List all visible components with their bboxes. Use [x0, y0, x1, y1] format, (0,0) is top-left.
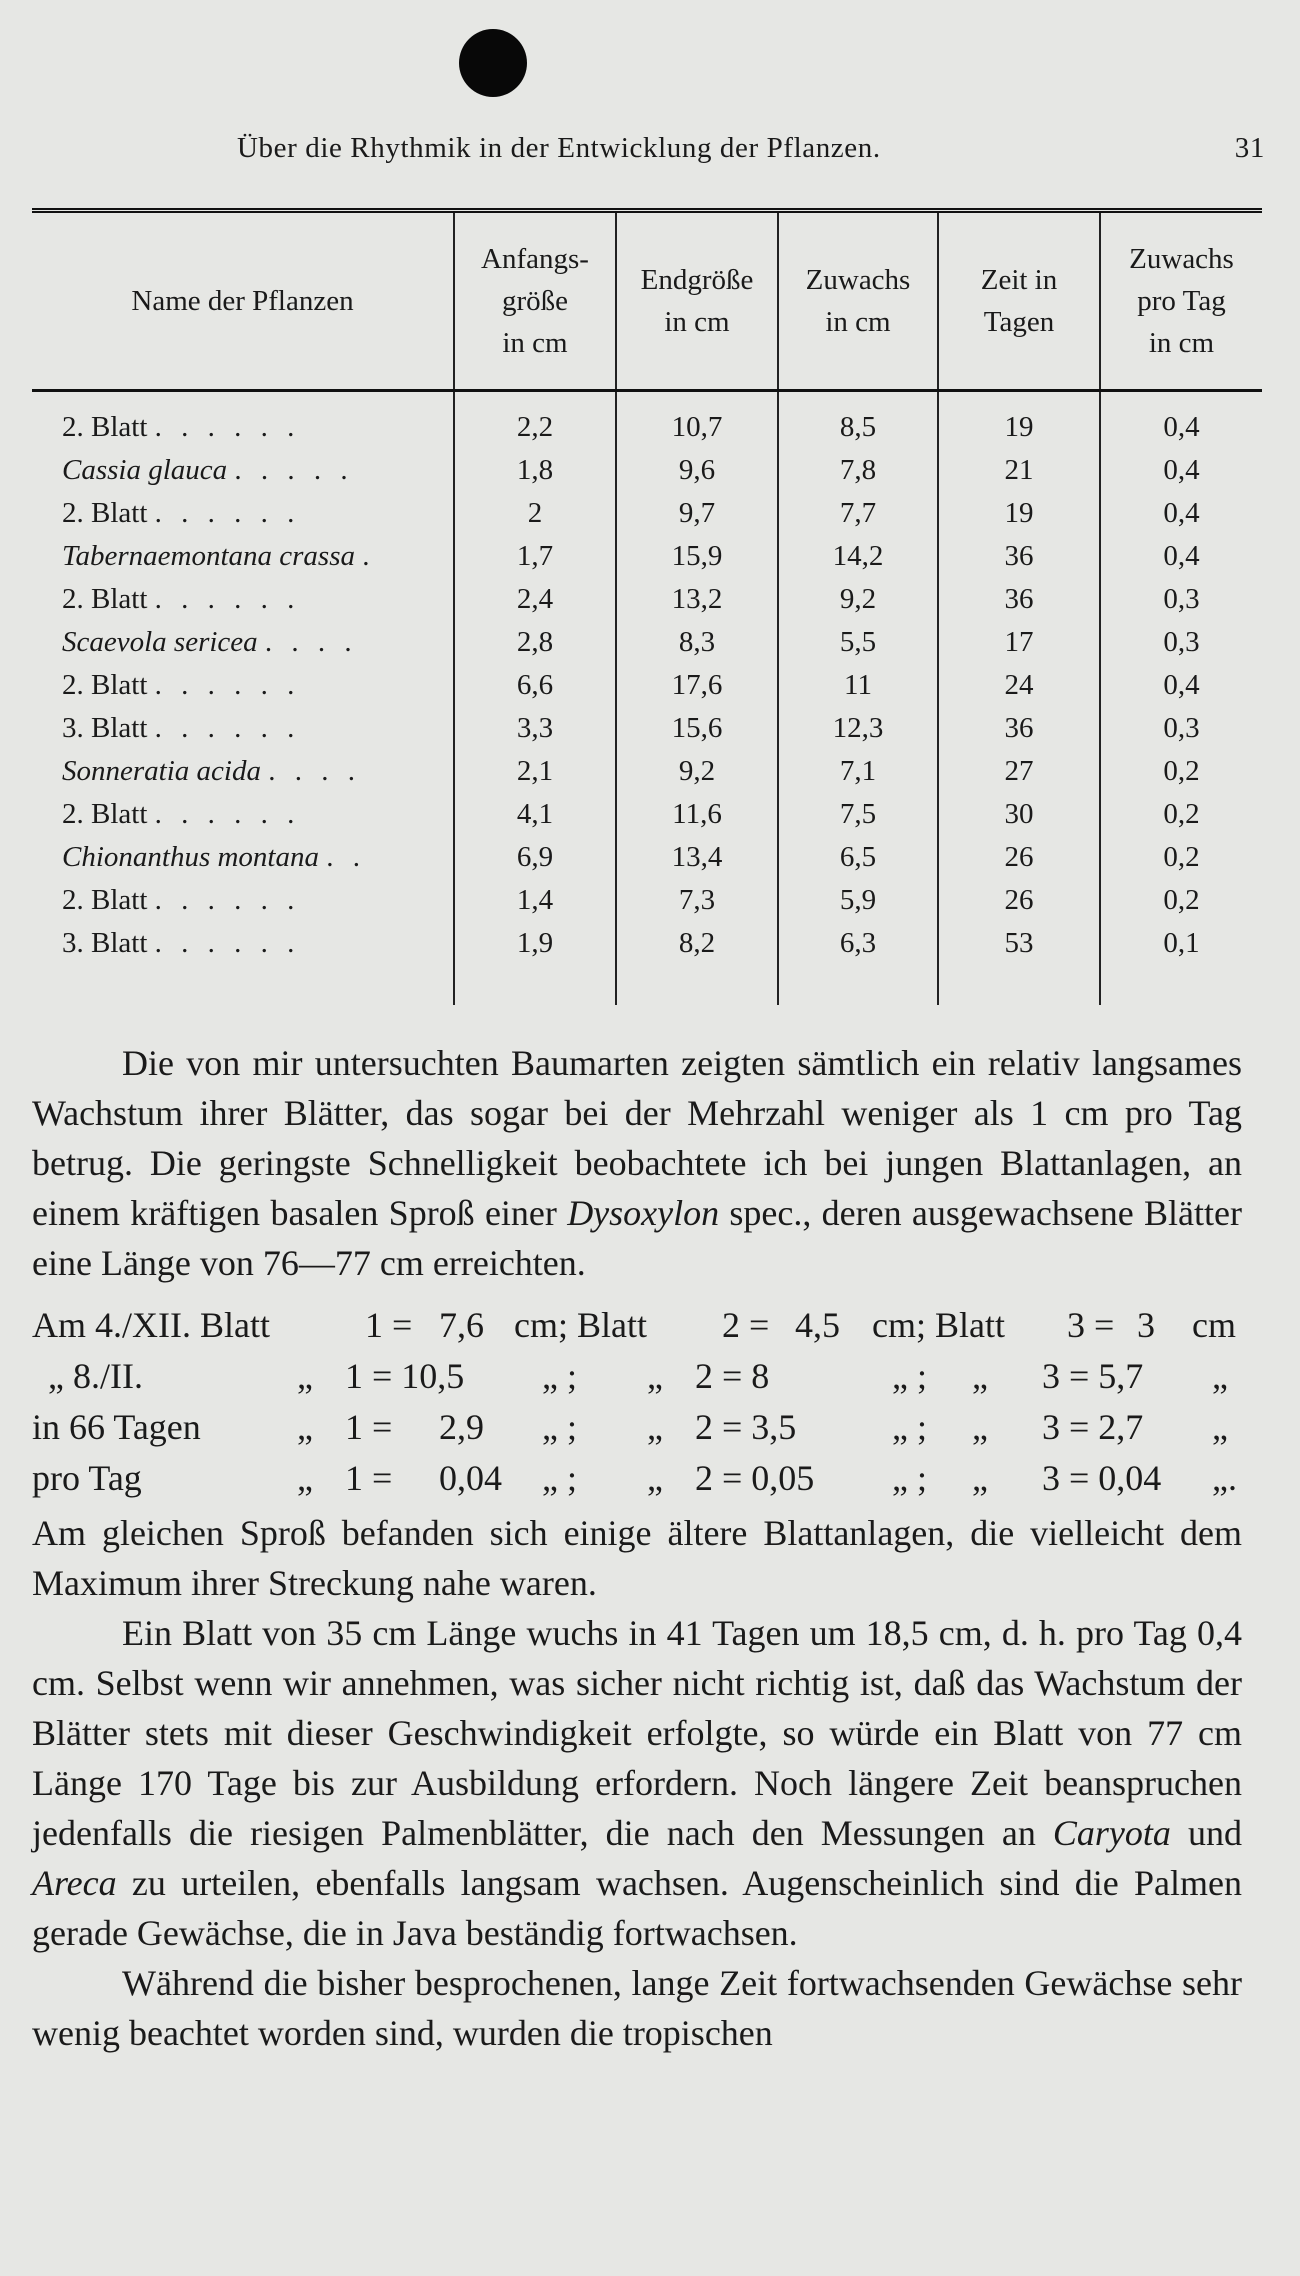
cell-growth: 5,5 — [778, 621, 938, 664]
dot-leader: . . . . — [268, 755, 361, 787]
cell-end: 13,2 — [616, 578, 778, 621]
dot-leader: . . . . . . — [154, 884, 301, 916]
cell-days: 26 — [938, 879, 1100, 922]
table-row — [32, 492, 1262, 535]
plant-name-cell — [32, 621, 454, 664]
cell-growth: 7,5 — [778, 793, 938, 836]
running-title: Über die Rhythmik in der Entwicklung der Pflanzen. — [237, 132, 881, 164]
cell-per-day: 0,4 — [1100, 664, 1262, 707]
cell-start: 1,8 — [454, 449, 616, 492]
header-days: Zeit in Tagen — [938, 211, 1100, 391]
plant-name: 2. Blatt — [62, 884, 148, 916]
species-name: Dysoxylon — [567, 1193, 720, 1233]
plant-name: 2. Blatt — [62, 411, 148, 443]
cell-growth: 7,8 — [778, 449, 938, 492]
paragraph: Während die bisher besprochenen, lange Zeit fortwachsenden Gewächse sehr wenig beachtet worden sind, wurden die tropischen — [32, 1963, 1242, 2053]
cell-days: 17 — [938, 621, 1100, 664]
plant-name-cell — [32, 492, 454, 535]
cell-start: 6,9 — [454, 836, 616, 879]
plant-name: 3. Blatt — [62, 927, 148, 959]
header-growth-per-day: Zuwachs pro Tag in cm — [1100, 211, 1262, 391]
cell-end: 17,6 — [616, 664, 778, 707]
header-start-size: Anfangs- größe in cm — [454, 211, 616, 391]
cell-end: 15,6 — [616, 707, 778, 750]
cell-start: 2,1 — [454, 750, 616, 793]
plant-name: 2. Blatt — [62, 583, 148, 615]
plant-name: Tabernaemontana crassa — [62, 540, 355, 572]
dot-leader: . . . . . . — [154, 669, 301, 701]
plant-name-cell — [32, 879, 454, 922]
table-row — [32, 578, 1262, 621]
cell-days: 21 — [938, 449, 1100, 492]
cell-start: 3,3 — [454, 707, 616, 750]
table-row — [32, 449, 1262, 492]
table-row — [32, 535, 1262, 578]
cell-per-day: 0,3 — [1100, 621, 1262, 664]
punch-hole — [459, 29, 527, 97]
plant-name-cell — [32, 793, 454, 836]
cell-per-day: 0,1 — [1100, 922, 1262, 965]
dot-leader: . . . . . — [234, 454, 354, 486]
cell-end: 9,2 — [616, 750, 778, 793]
dot-leader: . . . . — [264, 626, 358, 658]
cell-growth: 7,1 — [778, 750, 938, 793]
running-head — [32, 132, 1265, 172]
page-number: 31 — [1234, 132, 1265, 164]
measurement-row: Am 4./XII. Blatt 1 = 7,6 cm; Blatt 2 = 4,5 cm; Blatt 3 = 3 cm — [32, 1305, 1236, 1345]
plant-name: Cassia glauca — [62, 454, 228, 486]
cell-days: 36 — [938, 707, 1100, 750]
genus-name: Areca — [32, 1863, 117, 1903]
header-end-size: Endgröße in cm — [616, 211, 778, 391]
dot-leader: . . . . . . — [154, 583, 301, 615]
cell-end: 11,6 — [616, 793, 778, 836]
cell-per-day: 0,3 — [1100, 578, 1262, 621]
cell-growth: 14,2 — [778, 535, 938, 578]
cell-growth: 6,5 — [778, 836, 938, 879]
measurement-row: in 66 Tagen „ 1 = 2,9 „ ; „ 2 = 3,5 „ ; „ 3 = 2,7 „ — [32, 1407, 1228, 1447]
table-row — [32, 621, 1262, 664]
cell-start: 2,4 — [454, 578, 616, 621]
dot-leader: . . . . . . — [154, 497, 301, 529]
cell-days: 53 — [938, 922, 1100, 965]
genus-name: Caryota — [1052, 1813, 1171, 1853]
filler-cell — [1100, 965, 1262, 1005]
measurement-row: „ 8./II. „ 1 = 10,5 „ ; „ 2 = 8 „ ; „ 3 = 5,7 „ — [48, 1356, 1228, 1396]
plant-name-cell — [32, 836, 454, 879]
cell-per-day: 0,2 — [1100, 836, 1262, 879]
cell-start: 2,8 — [454, 621, 616, 664]
plant-name: 2. Blatt — [62, 798, 148, 830]
header-name: Name der Pflanzen — [32, 211, 454, 391]
plant-name-cell — [32, 750, 454, 793]
measurement-row: pro Tag „ 1 = 0,04 „ ; „ 2 = 0,05 „ ; „ 3 = 0,04 „. — [32, 1458, 1237, 1498]
filler-cell — [32, 965, 454, 1005]
cell-growth: 11 — [778, 664, 938, 707]
cell-per-day: 0,2 — [1100, 879, 1262, 922]
dot-leader: . . . . . . — [154, 798, 301, 830]
plant-name-cell — [32, 578, 454, 621]
table-row — [32, 750, 1262, 793]
table-row — [32, 793, 1262, 836]
cell-growth: 9,2 — [778, 578, 938, 621]
cell-days: 27 — [938, 750, 1100, 793]
table-row — [32, 836, 1262, 879]
cell-per-day: 0,3 — [1100, 707, 1262, 750]
plant-name-cell — [32, 535, 454, 578]
table-row — [32, 664, 1262, 707]
dot-leader: . . . . . . — [154, 712, 301, 744]
cell-growth: 7,7 — [778, 492, 938, 535]
table-row — [32, 707, 1262, 750]
cell-growth: 8,5 — [778, 391, 938, 450]
cell-days: 19 — [938, 492, 1100, 535]
cell-per-day: 0,2 — [1100, 750, 1262, 793]
plant-name-cell — [32, 664, 454, 707]
cell-per-day: 0,2 — [1100, 793, 1262, 836]
dot-leader: . . — [326, 841, 366, 873]
cell-per-day: 0,4 — [1100, 535, 1262, 578]
cell-end: 8,2 — [616, 922, 778, 965]
table-row — [32, 391, 1262, 450]
cell-end: 15,9 — [616, 535, 778, 578]
plant-name: 2. Blatt — [62, 497, 148, 529]
cell-start: 2 — [454, 492, 616, 535]
cell-end: 10,7 — [616, 391, 778, 450]
header-growth: Zuwachs in cm — [778, 211, 938, 391]
cell-end: 9,6 — [616, 449, 778, 492]
cell-start: 1,4 — [454, 879, 616, 922]
cell-days: 30 — [938, 793, 1100, 836]
plant-name: Chionanthus montana — [62, 841, 319, 873]
plant-name-cell — [32, 707, 454, 750]
body-text — [32, 1038, 1242, 2058]
cell-start: 6,6 — [454, 664, 616, 707]
cell-start: 1,9 — [454, 922, 616, 965]
cell-growth: 6,3 — [778, 922, 938, 965]
plant-name: Scaevola sericea — [62, 626, 258, 658]
filler-cell — [938, 965, 1100, 1005]
plant-name-cell — [32, 922, 454, 965]
plant-name: 2. Blatt — [62, 669, 148, 701]
cell-start: 2,2 — [454, 391, 616, 450]
table-row — [32, 922, 1262, 965]
dot-leader: . . . . . . — [154, 411, 301, 443]
cell-end: 8,3 — [616, 621, 778, 664]
cell-days: 24 — [938, 664, 1100, 707]
cell-end: 7,3 — [616, 879, 778, 922]
cell-start: 1,7 — [454, 535, 616, 578]
cell-days: 19 — [938, 391, 1100, 450]
dot-leader: . . . . . . — [154, 927, 301, 959]
cell-per-day: 0,4 — [1100, 391, 1262, 450]
cell-growth: 5,9 — [778, 879, 938, 922]
cell-days: 26 — [938, 836, 1100, 879]
cell-start: 4,1 — [454, 793, 616, 836]
paragraph: Ein Blatt von 35 cm Länge wuchs in 41 Tagen um 18,5 cm, d. h. pro Tag 0,4 cm. Selbst wenn wir annehmen, was sicher nicht richtig ist, daß das Wachstum der Blätter stets mit dieser Geschwindigkeit erfolgte, so würde ein Blatt von 77 cm Länge 170 Tage bis zur Ausbildung erfordern. Noch längere Zeit beanspruchen jedenfalls die riesigen Palmenblätter, die nach den Messungen an Caryota und Areca zu urteilen, ebenfalls langsam wachsen. Augenscheinlich sind die Palmen gerade Gewächse, die in Java beständig fortwachsen. — [32, 1613, 1242, 1953]
plant-name: Sonneratia acida — [62, 755, 261, 787]
dot-leader: . — [362, 540, 376, 572]
paragraph: Die von mir untersuchten Baumarten zeigten sämtlich ein relativ langsames Wachstum ihrer Blätter, das sogar bei der Mehrzahl weniger als 1 cm pro Tag betrug. Die geringste Schnelligkeit beobachtete ich bei jungen Blattanlagen, an einem kräftigen basalen Sproß einer Dysoxylon spec., deren ausgewachsene Blätter eine Länge von 76—77 cm erreichten. — [32, 1043, 1243, 1283]
filler-cell — [454, 965, 616, 1005]
table-filler-row — [32, 965, 1262, 1005]
cell-end: 13,4 — [616, 836, 778, 879]
plant-name-cell — [32, 391, 454, 450]
cell-per-day: 0,4 — [1100, 449, 1262, 492]
cell-per-day: 0,4 — [1100, 492, 1262, 535]
filler-cell — [616, 965, 778, 1005]
measurement-block — [32, 1300, 1242, 1504]
table-header-row — [32, 211, 1262, 391]
growth-table — [32, 208, 1262, 1005]
cell-end: 9,7 — [616, 492, 778, 535]
cell-growth: 12,3 — [778, 707, 938, 750]
paragraph: Am gleichen Sproß befanden sich einige ältere Blattanlagen, die vielleicht dem Maximum ihrer Streckung nahe waren. — [32, 1513, 1242, 1603]
plant-name-cell — [32, 449, 454, 492]
cell-days: 36 — [938, 578, 1100, 621]
filler-cell — [778, 965, 938, 1005]
table-row — [32, 879, 1262, 922]
cell-days: 36 — [938, 535, 1100, 578]
plant-name: 3. Blatt — [62, 712, 148, 744]
